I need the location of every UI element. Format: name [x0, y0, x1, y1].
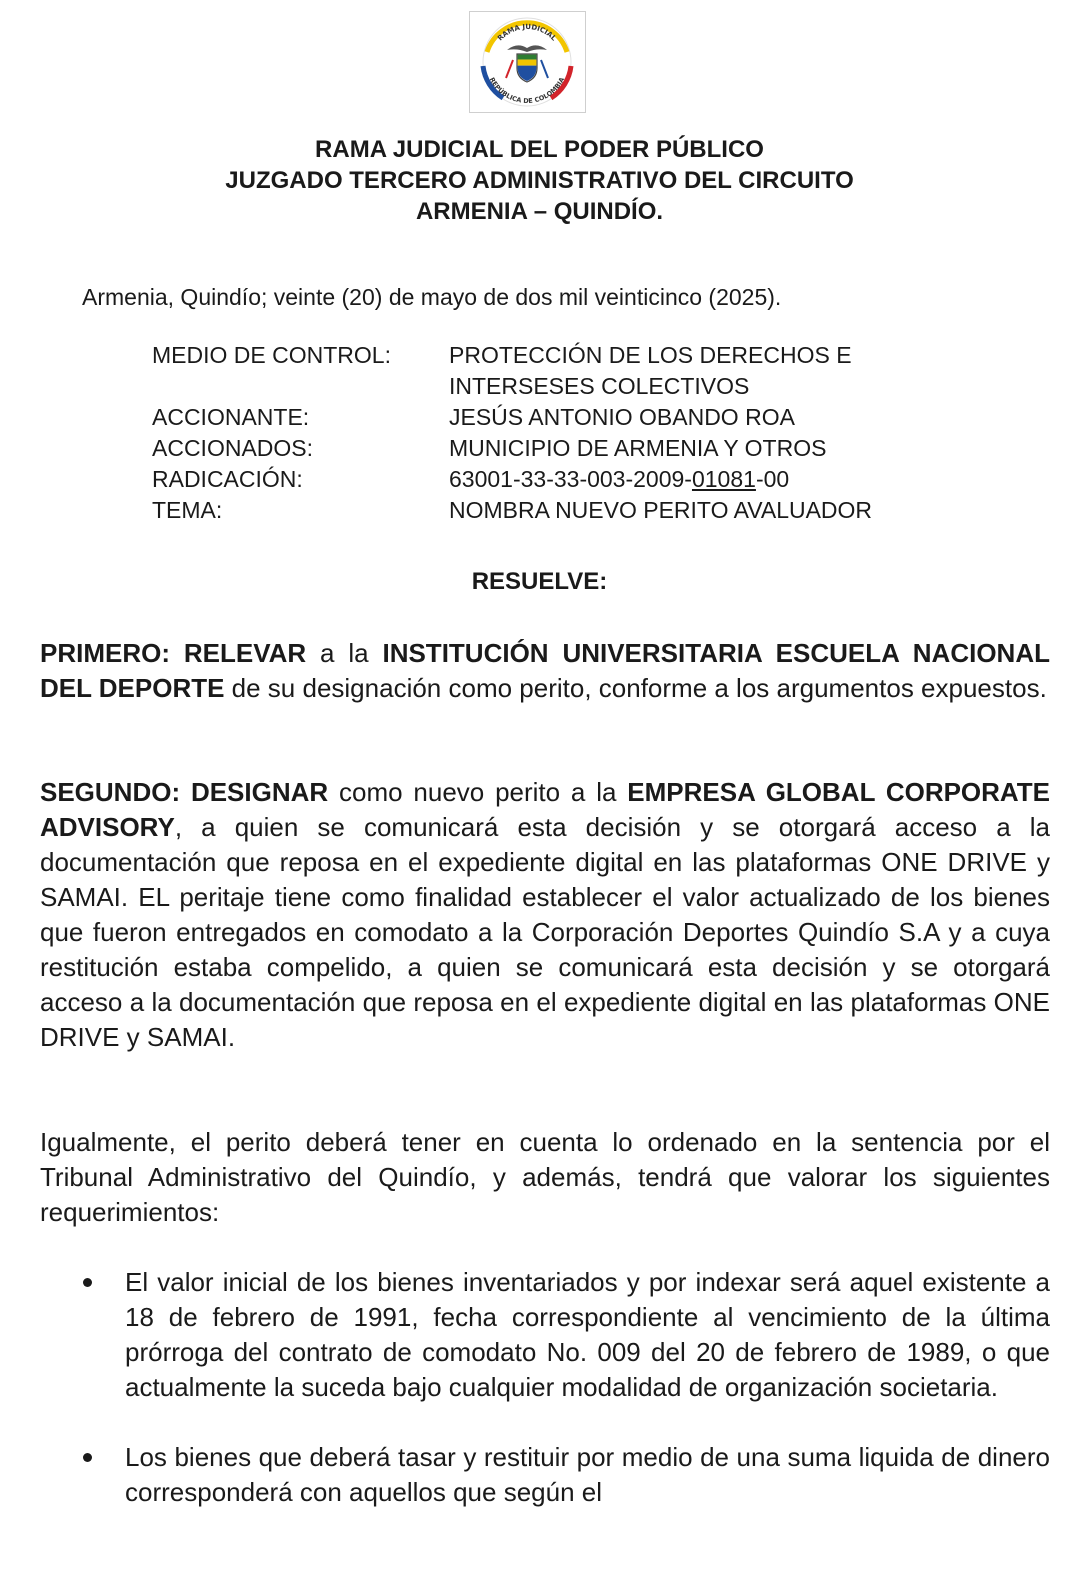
meta-row-medio [152, 340, 889, 402]
header-line-2: JUZGADO TERCERO ADMINISTRATIVO DEL CIRCUITO [225, 167, 854, 194]
coat-of-arms-icon [470, 12, 585, 112]
primero-entity: INSTITUCIÓN UNIVERSITARIA ESCUELA NACIONAL DEL DEPORTE [40, 638, 1050, 703]
header-line-1: RAMA JUDICIAL DEL PODER PÚBLICO [315, 136, 764, 163]
resuelve-heading: RESUELVE: [471, 568, 608, 595]
bullet-icon [40, 1440, 125, 1510]
svg-text:REPÚBLICA DE COLOMBIA: REPÚBLICA DE COLOMBIA [487, 76, 567, 106]
accionados-value: MUNICIPIO DE ARMENIA Y OTROS [449, 435, 827, 461]
list-item [40, 1265, 1050, 1405]
primero-text-1: a la [306, 638, 383, 668]
meta-row-accionante [152, 402, 889, 433]
list-item-text: Los bienes que deberá tasar y restituir por medio de una suma liquida de dinero corresponderá con aquellos que según el [125, 1442, 1050, 1507]
header-line-3: ARMENIA – QUINDÍO. [415, 198, 664, 225]
list-item [40, 1440, 1050, 1510]
primero-text-2: de su designación como perito, conforme a los argumentos expuestos. [224, 673, 1047, 703]
segundo-paragraph [40, 775, 1050, 1055]
accionante-label: ACCIONANTE: [152, 404, 310, 430]
list-item-text: El valor inicial de los bienes inventariados y por indexar será aquel existente a 18 de febrero de 1991, fecha correspondiente al vencimiento de la última prórroga del contrato de comodato No. 009 del 20 de febrero de 1989, o que actualmente la suceda bajo cualquier modalidad de organización societaria. [125, 1267, 1050, 1402]
radicacion-value [449, 464, 889, 495]
radicacion-label: RADICACIÓN: [152, 466, 303, 492]
radicacion-suffix: -00 [755, 466, 790, 492]
accionados-label: ACCIONADOS: [152, 435, 314, 461]
accionante-value: JESÚS ANTONIO OBANDO ROA [449, 404, 795, 430]
meta-row-tema [152, 495, 889, 526]
meta-row-accionados [152, 433, 889, 464]
primero-paragraph [40, 636, 1050, 706]
case-metadata [152, 340, 889, 526]
tema-value: NOMBRA NUEVO PERITO AVALUADOR [449, 497, 873, 523]
segundo-lead: SEGUNDO: DESIGNAR [40, 777, 329, 807]
primero-lead: PRIMERO: RELEVAR [40, 638, 307, 668]
segundo-text-2: , a quien se comunicará esta decisión y se otorgará acceso a la documentación que reposa en el expediente digital en las plataformas ONE DRIVE y SAMAI. EL peritaje tiene como finalidad establecer el valor actualizado de los bienes que fueron entregados en comodato a la Corporación Deportes Quindío S.A y a cuya restitución estaba compelido, a quien se comunicará esta decisión y se otorgará acceso a la documentación que reposa en el expediente digital en las plataformas ONE DRIVE y SAMAI. [40, 812, 1050, 1052]
document-date: Armenia, Quindío; veinte (20) de mayo de dos mil veinticinco (2025). [82, 284, 782, 310]
medio-label: MEDIO DE CONTROL: [152, 342, 391, 368]
rama-judicial-seal [469, 11, 586, 113]
igualmente-paragraph: Igualmente, el perito deberá tener en cuenta lo ordenado en la sentencia por el Tribunal Administrativo del Quindío, y además, tendrá que valorar los siguientes requerimientos: [40, 1127, 1050, 1227]
tema-label: TEMA: [152, 497, 223, 523]
radicacion-prefix: 63001-33-33-003-2009- [449, 466, 692, 492]
meta-row-radicacion [152, 464, 889, 495]
requirements-list [40, 1265, 1050, 1545]
court-header [0, 134, 1079, 227]
medio-value: PROTECCIÓN DE LOS DERECHOS E INTERSESES COLECTIVOS [449, 342, 852, 399]
segundo-text-1: como nuevo perito a la [328, 777, 628, 807]
segundo-entity: EMPRESA GLOBAL CORPORATE ADVISORY [40, 777, 1051, 842]
radicacion-underlined: 01081 [691, 466, 756, 492]
bullet-icon [40, 1265, 125, 1405]
svg-text:RAMA JUDICIAL: RAMA JUDICIAL [496, 22, 558, 43]
